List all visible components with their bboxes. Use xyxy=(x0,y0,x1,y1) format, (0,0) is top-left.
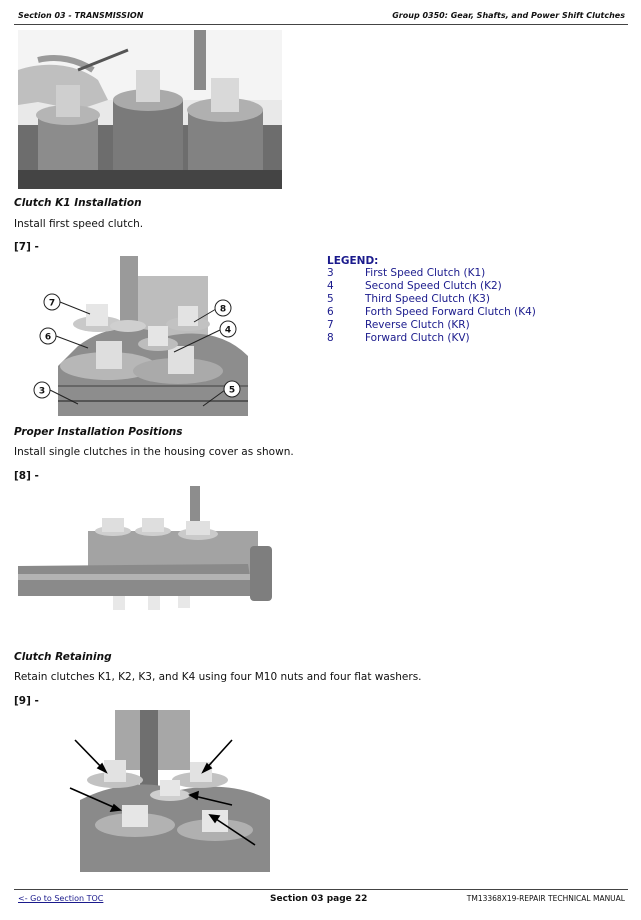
legend-item xyxy=(327,280,587,293)
legend-item xyxy=(327,267,587,280)
clutch-k1-photo xyxy=(18,30,282,189)
legend-label: First Speed Clutch (K1) xyxy=(365,267,486,279)
page-number: Section 03 page 22 xyxy=(270,894,368,904)
step-7-label: [7] - xyxy=(14,241,39,253)
legend-label: Reverse Clutch (KR) xyxy=(365,319,470,331)
retaining-text: Retain clutches K1, K2, K3, and K4 using four M10 nuts and four flat washers. xyxy=(14,671,422,683)
section-title: Section 03 - TRANSMISSION xyxy=(18,11,144,20)
group-title: Group 0350: Gear, Shafts, and Power Shift Clutches xyxy=(392,11,625,20)
header-divider xyxy=(14,24,628,25)
step-8-label: [8] - xyxy=(14,470,39,482)
side-view-photo xyxy=(18,486,280,612)
clutch-k1-heading: Clutch K1 Installation xyxy=(14,197,142,209)
svg-text:5: 5 xyxy=(228,385,236,396)
footer-divider xyxy=(14,889,628,890)
legend-number: 4 xyxy=(327,280,334,292)
legend-label: Forth Speed Forward Clutch (K4) xyxy=(365,306,536,318)
legend-number: 3 xyxy=(327,267,334,279)
positions-heading: Proper Installation Positions xyxy=(14,426,183,438)
retaining-photo xyxy=(60,710,282,872)
legend-label: Third Speed Clutch (K3) xyxy=(365,293,490,305)
legend-item xyxy=(327,332,587,345)
retaining-heading: Clutch Retaining xyxy=(14,651,112,663)
legend-number: 7 xyxy=(327,319,334,331)
legend-item xyxy=(327,319,587,332)
svg-text:8: 8 xyxy=(219,304,227,315)
go-to-section-toc-link[interactable]: <- Go to Section TOC xyxy=(18,894,104,903)
legend-item xyxy=(327,293,587,306)
step-9-label: [9] - xyxy=(14,695,39,707)
legend-number: 8 xyxy=(327,332,334,344)
svg-text:6: 6 xyxy=(44,332,52,343)
clutch-positions-photo xyxy=(18,256,280,416)
positions-text: Install single clutches in the housing cover as shown. xyxy=(14,446,294,458)
svg-text:4: 4 xyxy=(224,325,232,336)
legend-label: Second Speed Clutch (K2) xyxy=(365,280,502,292)
legend-title: LEGEND: xyxy=(327,255,379,267)
manual-title: TM13368X19-REPAIR TECHNICAL MANUAL xyxy=(466,894,625,903)
legend-number: 5 xyxy=(327,293,334,305)
legend-number: 6 xyxy=(327,306,334,318)
legend-label: Forward Clutch (KV) xyxy=(365,332,470,344)
svg-text:7: 7 xyxy=(48,298,56,309)
legend-item xyxy=(327,306,587,319)
clutch-k1-text: Install first speed clutch. xyxy=(14,218,144,230)
svg-text:3: 3 xyxy=(38,386,46,397)
